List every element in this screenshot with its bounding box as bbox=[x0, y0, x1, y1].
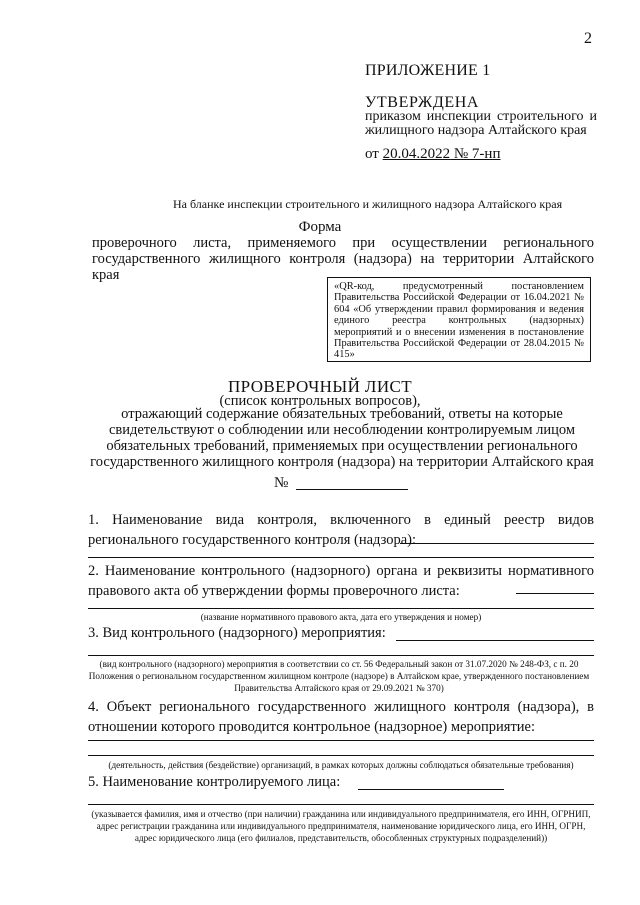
item-3-field-extra[interactable] bbox=[88, 655, 594, 656]
form-description: проверочного листа, применяемого при осуществлении регионального государственного жилищного контроля (надзора) на территории Алтайского края bbox=[92, 235, 594, 283]
item-2-field-extra[interactable] bbox=[88, 608, 594, 609]
item-5-note: (указывается фамилия, имя и отчество (при наличии) гражданина или индивидуального предпринимателя, его ИНН, ОГРНИП, адрес регистрации гражданина или индивидуального предпринимателя, наименование юридического лица, его ИНН, ОГРН, адрес юридического лица (его филиалов, представительств, обособленных структурных подразделений)) bbox=[91, 809, 591, 843]
order-text: приказом инспекции строительного и жилищного надзора Алтайского края bbox=[365, 109, 597, 138]
checklist-description: отражающий содержание обязательных требований, ответы на которые свидетельствуют о соблюдении или несоблюдении контролируемым лицом обязательных требований, применяемых при осуществлении регионального государственного жилищного контроля (надзора) на территории Алтайского края bbox=[90, 406, 594, 470]
checklist-number-field[interactable] bbox=[296, 489, 408, 490]
approved-label: УТВЕРЖДЕНА bbox=[365, 94, 480, 111]
item-3-text: 3. Вид контрольного (надзорного) мероприятия: bbox=[88, 625, 386, 641]
checklist-subtitle: (список контрольных вопросов), bbox=[219, 393, 421, 409]
item-3-field[interactable] bbox=[396, 640, 594, 641]
item-4-field-extra[interactable] bbox=[88, 755, 594, 756]
item-1-field[interactable] bbox=[400, 543, 594, 544]
form-title: Форма bbox=[298, 219, 342, 235]
qr-code-box: «QR-код, предусмотренный постановлением Правительства Российской Федерации от 16.04.2021 № 604 «Об утверждении правил формирования и ведения единого реестра контрольных (надзорных) мероприятий и о внесении изменения в постановление Правительства Российской Федерации от 28.04.2015 № 415» bbox=[327, 277, 591, 362]
item-5-field[interactable] bbox=[358, 789, 504, 790]
order-date-prefix: от bbox=[365, 146, 383, 162]
checklist-number-label: № bbox=[274, 475, 289, 491]
item-5-field-extra[interactable] bbox=[88, 804, 594, 805]
order-date-line bbox=[365, 146, 500, 163]
item-2-field[interactable] bbox=[516, 593, 594, 594]
checklist-title: ПРОВЕРОЧНЫЙ ЛИСТ bbox=[227, 377, 413, 396]
item-2-text: 2. Наименование контрольного (надзорного) органа и реквизиты нормативного правового акта об утверждении формы проверочного листа: bbox=[88, 563, 594, 599]
item-2-note: (название нормативного правового акта, дата его утверждения и номер) bbox=[200, 612, 482, 622]
item-1-text: 1. Наименование вида контроля, включенного в единый реестр видов регионального государственного контроля (надзора): bbox=[88, 512, 594, 548]
item-4-note: (деятельность, действия (бездействие) организаций, в рамках которых должны соблюдаться обязательные требования) bbox=[108, 760, 574, 770]
item-5-text: 5. Наименование контролируемого лица: bbox=[88, 774, 341, 790]
order-number: № 7-нп bbox=[450, 146, 501, 162]
item-1-field-extra[interactable] bbox=[88, 557, 594, 558]
blank-note: На бланке инспекции строительного и жилищного надзора Алтайского края bbox=[173, 197, 563, 211]
page-number: 2 bbox=[584, 30, 592, 47]
appendix-label: ПРИЛОЖЕНИЕ 1 bbox=[365, 62, 491, 79]
item-4-text: 4. Объект регионального государственного жилищного контроля (надзора), в отношении которого проводится контрольное (надзорное) мероприятие: bbox=[88, 699, 594, 735]
order-date: 20.04.2022 bbox=[382, 146, 451, 162]
item-4-field[interactable] bbox=[88, 740, 594, 741]
item-3-note: (вид контрольного (надзорного) мероприятия в соответствии со ст. 56 Федеральный закон от 31.07.2020 № 248-ФЗ, с п. 20 Положения о региональном государственном жилищном контроле (надзоре) в Алтайском крае, утвержденного постановлением Правительства Алтайского края от 29.09.2021 № 370) bbox=[88, 659, 590, 693]
